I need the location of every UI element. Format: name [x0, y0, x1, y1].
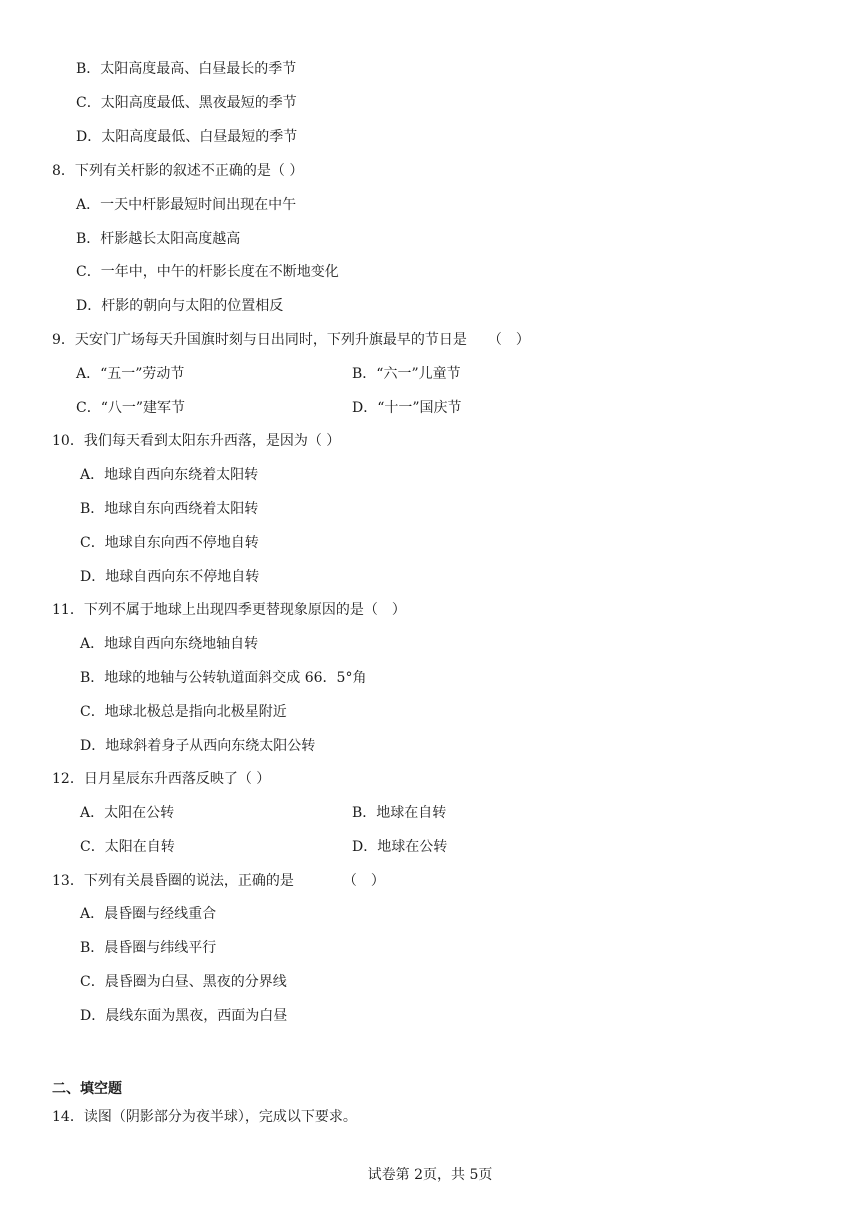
q10-option-d: D．地球自西向东不停地自转: [80, 569, 260, 585]
q11-option-d: D．地球斜着身子从西向东绕太阳公转: [80, 738, 316, 754]
q12-option-a: A．太阳在公转: [80, 805, 175, 821]
q9-stem: 9．天安门广场每天升国旗时刻与日出同时，下列升旗最早的节日是 （ ）: [52, 332, 530, 348]
q8-option-a: A．一天中杆影最短时间出现在中午: [76, 197, 297, 213]
q11-option-b: B．地球的地轴与公转轨道面斜交成 66．5°角: [80, 670, 367, 686]
q8-option-d: D．杆影的朝向与太阳的位置相反: [76, 298, 284, 314]
q8-option-c: C．一年中，中午的杆影长度在不断地变化: [76, 264, 339, 280]
section-title-fill-in: 二、填空题: [52, 1081, 122, 1097]
page-footer: 试卷第 2页，共 5页: [367, 1167, 493, 1183]
q10-option-c: C．地球自东向西不停地自转: [80, 535, 259, 551]
q10-option-b: B．地球自东向西绕着太阳转: [80, 501, 259, 517]
q9-option-b: B．“六一”儿童节: [352, 366, 461, 382]
q11-stem: 11．下列不属于地球上出现四季更替现象原因的是（ ）: [52, 602, 406, 618]
q7-option-d: D．太阳高度最低、白昼最短的季节: [76, 129, 298, 145]
q8-option-b: B．杆影越长太阳高度越高: [76, 231, 241, 247]
q13-option-d: D．晨线东面为黑夜，西面为白昼: [80, 1008, 288, 1024]
q12-option-d: D．地球在公转: [352, 839, 448, 855]
q8-stem: 8．下列有关杆影的叙述不正确的是（ ）: [52, 163, 304, 179]
q11-option-a: A．地球自西向东绕地轴自转: [80, 636, 259, 652]
q9-option-c: C．“八一”建军节: [76, 400, 186, 416]
q13-stem: 13．下列有关晨昏圈的说法，正确的是 （ ）: [52, 873, 385, 889]
q12-option-b: B．地球在自转: [352, 805, 447, 821]
q13-option-c: C．晨昏圈为白昼、黑夜的分界线: [80, 974, 287, 990]
q13-option-b: B．晨昏圈与纬线平行: [80, 940, 217, 956]
q12-option-c: C．太阳在自转: [80, 839, 175, 855]
q7-option-c: C．太阳高度最低、黑夜最短的季节: [76, 95, 297, 111]
q14-stem: 14．读图（阴影部分为夜半球），完成以下要求。: [52, 1109, 357, 1125]
q12-stem: 12．日月星辰东升西落反映了（ ）: [52, 771, 271, 787]
q10-option-a: A．地球自西向东绕着太阳转: [80, 467, 259, 483]
q7-option-b: B．太阳高度最高、白昼最长的季节: [76, 61, 297, 77]
q9-option-a: A．“五一”劳动节: [76, 366, 185, 382]
q11-option-c: C．地球北极总是指向北极星附近: [80, 704, 287, 720]
q13-option-a: A．晨昏圈与经线重合: [80, 906, 217, 922]
q10-stem: 10．我们每天看到太阳东升西落，是因为（ ）: [52, 433, 341, 449]
q9-option-d: D．“十一”国庆节: [352, 400, 462, 416]
